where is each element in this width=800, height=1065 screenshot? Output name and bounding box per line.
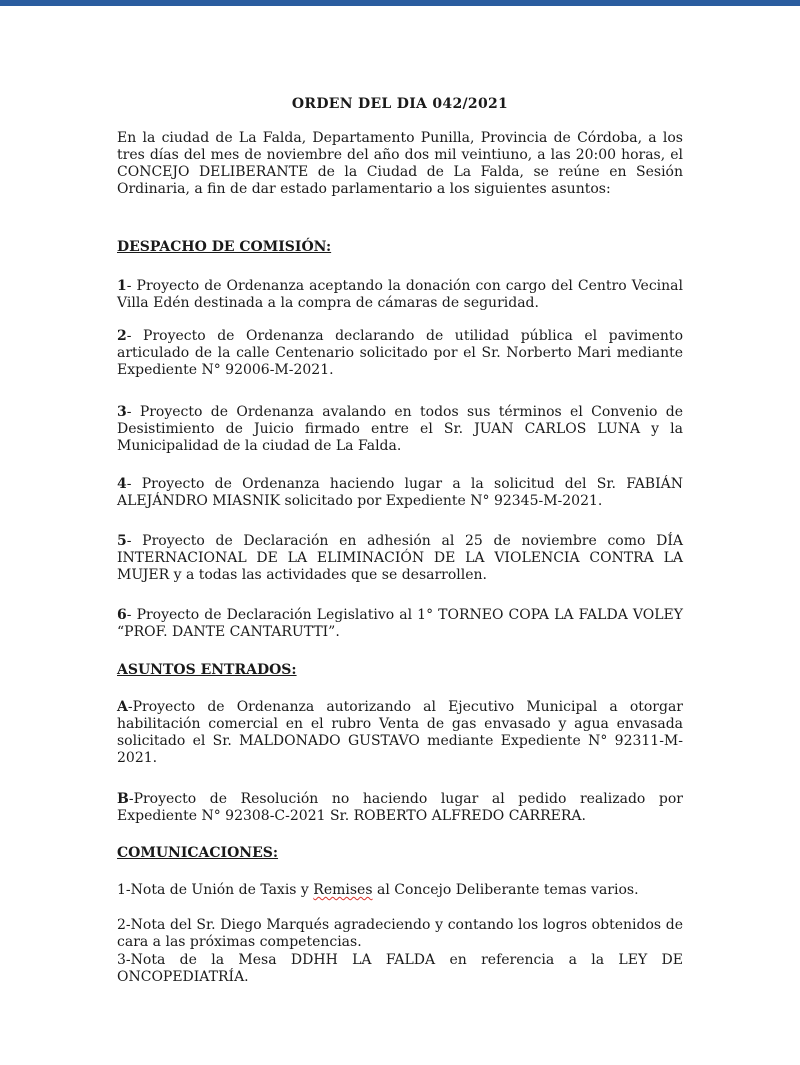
item-text: - Proyecto de Ordenanza aceptando la donación con cargo del Centro Vecinal Villa Edén destinada a la compra de cámaras de seguridad. (117, 278, 683, 311)
item-text: 1-Nota de Unión de Taxis y (117, 882, 314, 898)
item-number: 3 (117, 404, 127, 420)
item-number: 4 (117, 476, 127, 492)
despacho-item-4 (117, 476, 683, 510)
comunicacion-item-2: 2-Nota del Sr. Diego Marqués agradeciendo y contando los logros obtenidos de cara a las próximas competencias. (117, 917, 683, 950)
item-text: - Proyecto de Ordenanza haciendo lugar a la solicitud del Sr. FABIÁN ALEJÁNDRO MIASNIK solicitado por Expediente N° 92345-M-2021. (117, 476, 683, 509)
item-letter: A (117, 699, 128, 715)
despacho-item-1 (117, 278, 683, 312)
document-page (0, 6, 800, 1065)
despacho-item-6 (117, 607, 683, 641)
comunicacion-item-3: 3-Nota de la Mesa DDHH LA FALDA en referencia a la LEY DE ONCOPEDIATRÍA. (117, 952, 683, 985)
despacho-item-3 (117, 404, 683, 455)
item-text: al Concejo Deliberante temas varios. (372, 882, 639, 898)
item-number: 5 (117, 533, 127, 549)
item-text: -Proyecto de Ordenanza autorizando al Ejecutivo Municipal a otorgar habilitación comercial en el rubro Venta de gas envasado y agua envasada solicitado el Sr. MALDONADO GUSTAVO mediante Expediente N° 92311-M-2021. (117, 699, 683, 766)
item-text: - Proyecto de Declaración en adhesión al 25 de noviembre como DÍA INTERNACIONAL DE LA ELIMINACIÓN DE LA VIOLENCIA CONTRA LA MUJER y a todas las actividades que se desarrollen. (117, 533, 683, 583)
item-number: 6 (117, 607, 127, 623)
item-text: - Proyecto de Ordenanza avalando en todos sus términos el Convenio de Desistimiento de Juicio firmado entre el Sr. JUAN CARLOS LUNA y la Municipalidad de la ciudad de La Falda. (117, 404, 683, 454)
spellcheck-word: Remises (313, 882, 373, 898)
comunicaciones-heading: COMUNICACIONES: (117, 845, 279, 861)
item-number: 2 (117, 328, 127, 344)
despacho-heading: DESPACHO DE COMISIÓN: (117, 239, 332, 255)
despacho-item-5 (117, 533, 683, 584)
asuntos-item-b (117, 791, 683, 825)
despacho-item-2 (117, 328, 683, 379)
item-letter: B (117, 791, 129, 807)
item-text: - Proyecto de Ordenanza declarando de utilidad pública el pavimento articulado de la calle Centenario solicitado por el Sr. Norberto Mari mediante Expediente N° 92006-M-2021. (117, 328, 683, 378)
comunicacion-item-1 (117, 882, 683, 899)
document-title: ORDEN DEL DIA 042/2021 (291, 96, 509, 112)
item-number: 1 (117, 278, 127, 294)
item-text: - Proyecto de Declaración Legislativo al 1° TORNEO COPA LA FALDA VOLEY “PROF. DANTE CANTARUTTI”. (117, 607, 683, 640)
intro-paragraph: En la ciudad de La Falda, Departamento Punilla, Provincia de Córdoba, a los tres días del mes de noviembre del año dos mil veintiuno, a las 20:00 horas, el CONCEJO DELIBERANTE de la Ciudad de La Falda, se reúne en Sesión Ordinaria, a fin de dar estado parlamentario a los siguientes asuntos: (117, 130, 683, 197)
asuntos-item-a (117, 699, 683, 767)
asuntos-heading: ASUNTOS ENTRADOS: (117, 662, 297, 678)
item-text: -Proyecto de Resolución no haciendo lugar al pedido realizado por Expediente N° 92308-C-2021 Sr. ROBERTO ALFREDO CARRERA. (117, 791, 683, 824)
